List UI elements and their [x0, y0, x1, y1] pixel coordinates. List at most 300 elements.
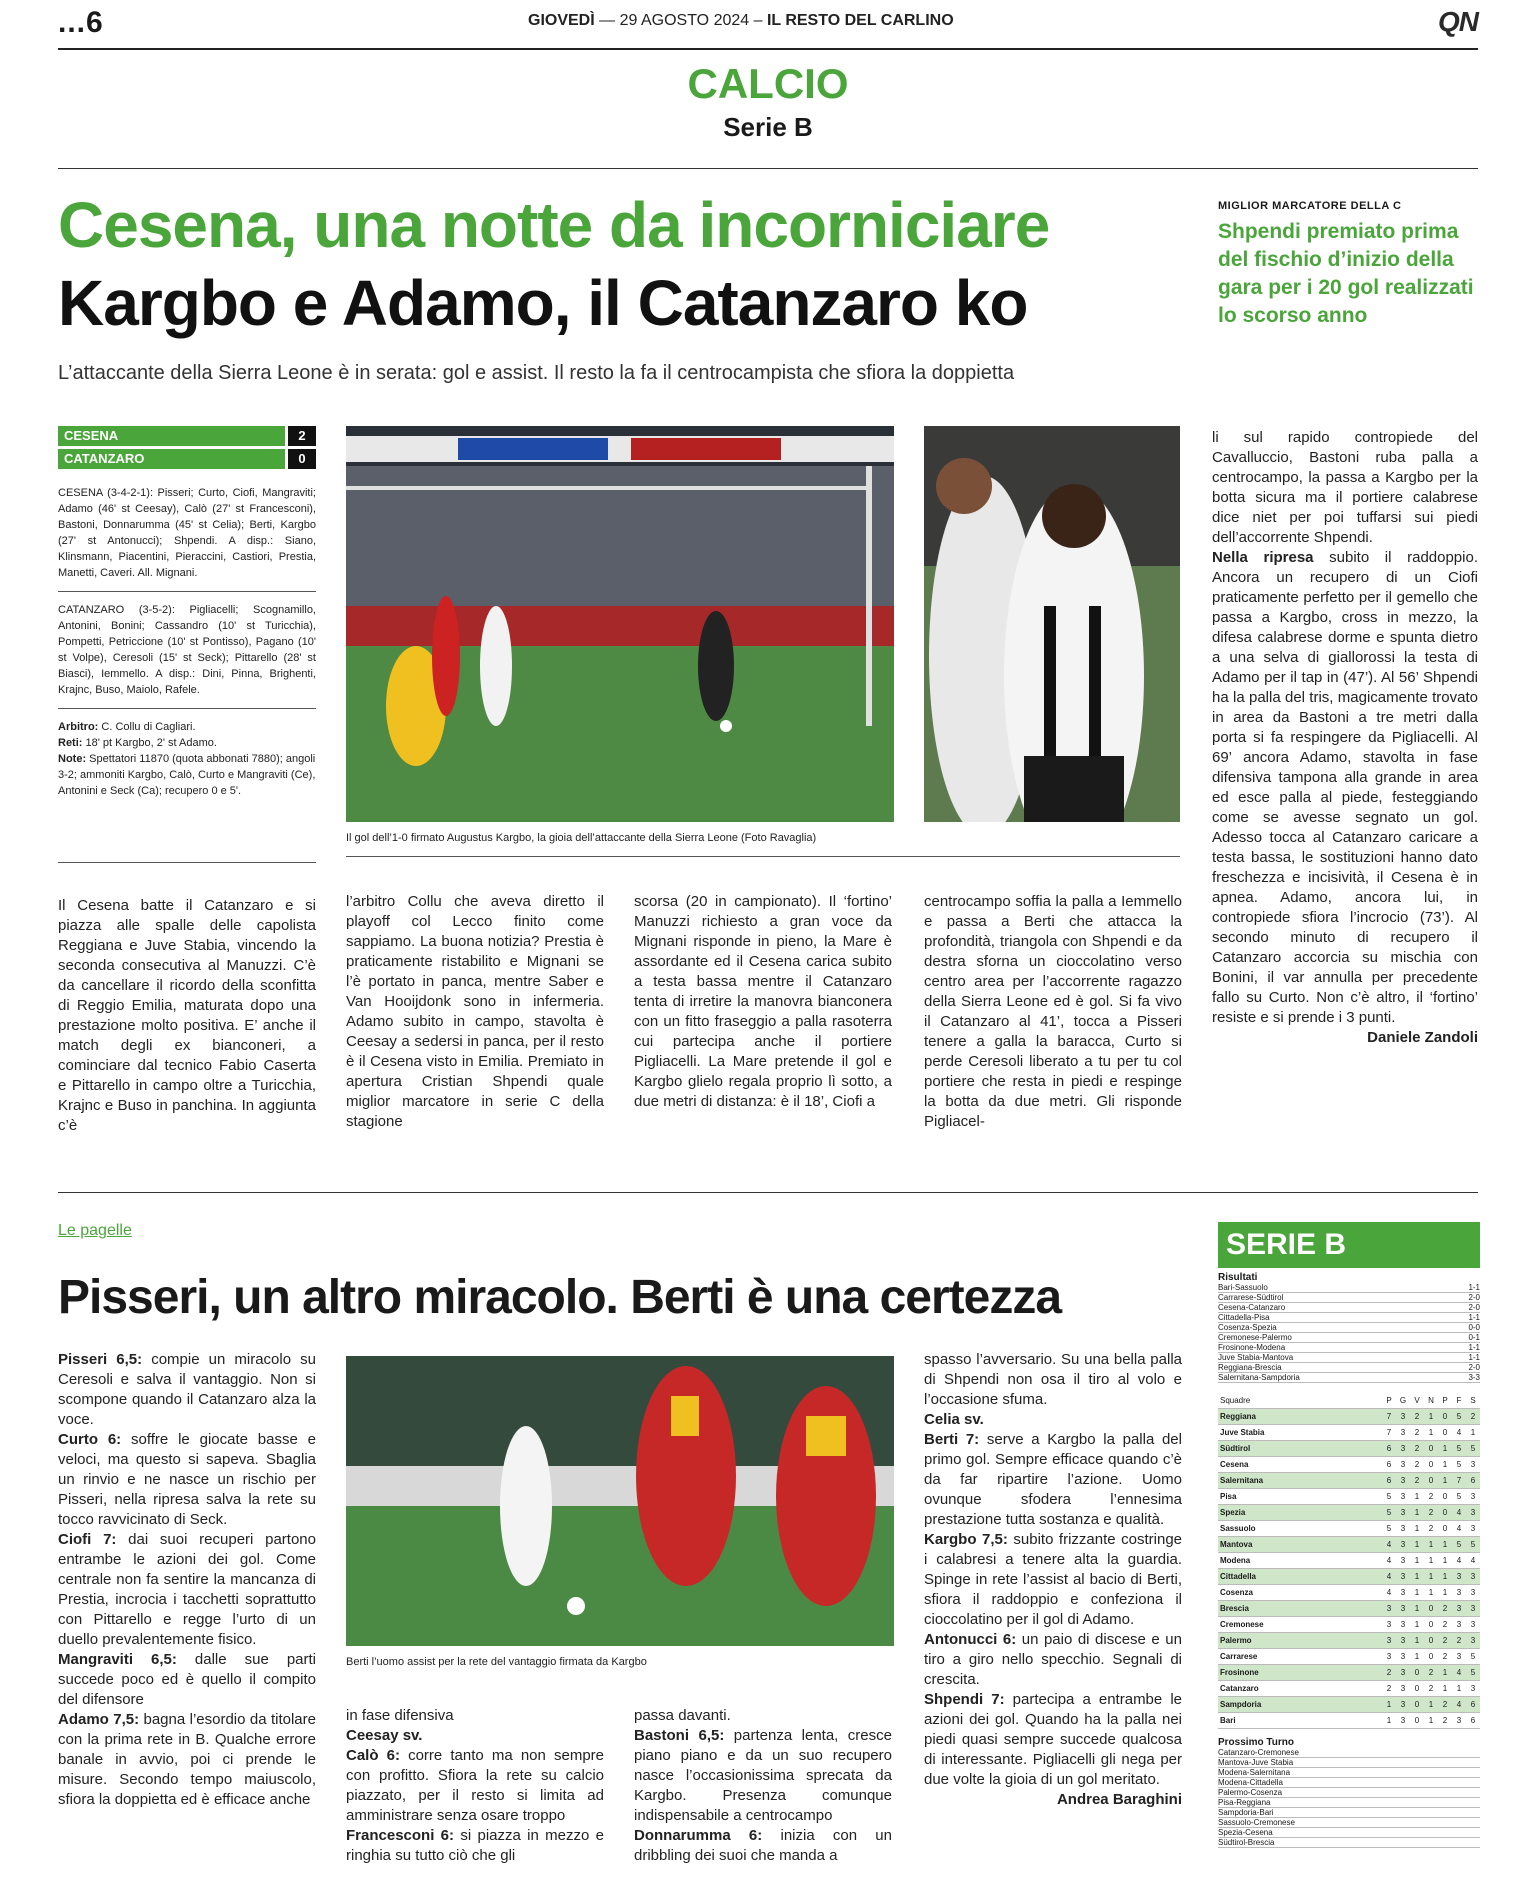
home-goals: 2 — [288, 426, 316, 446]
section-rule — [58, 1192, 1478, 1193]
rating-entry: Mangraviti 6,5: dalle sue parti succede poco ed è quello il compito del difensore — [58, 1651, 316, 1708]
standings-cell: 3 — [1396, 1489, 1410, 1505]
standings-cell: 3 — [1452, 1617, 1466, 1633]
standings-cell: 3 — [1466, 1457, 1480, 1473]
standings-row — [1218, 1569, 1480, 1585]
standings-cell: 1 — [1410, 1585, 1424, 1601]
headline-secondary: Kargbo e Adamo, il Catanzaro ko — [58, 267, 1028, 339]
pagelle-col-1 — [58, 1350, 316, 1810]
divider — [346, 856, 1180, 857]
standings-cell: 6 — [1466, 1697, 1480, 1713]
standings-team: Brescia — [1218, 1601, 1382, 1617]
standings-cell: 3 — [1396, 1713, 1410, 1729]
away-goals: 0 — [288, 449, 316, 469]
standings-cell: 3 — [1466, 1585, 1480, 1601]
standings-cell: 1 — [1410, 1521, 1424, 1537]
headline-primary: Cesena, una notte da incorniciare — [58, 189, 1050, 261]
pagelle-col-2 — [346, 1706, 604, 1866]
rating-entry: Celia sv. — [924, 1411, 984, 1428]
standings-cell: 2 — [1452, 1633, 1466, 1649]
standings-cell: 1 — [1424, 1425, 1438, 1441]
referee-line: Arbitro: C. Collu di Cagliari. — [58, 721, 196, 733]
next-match: Sampdoria-Bari — [1218, 1808, 1480, 1818]
section-title: CALCIO — [687, 60, 849, 107]
standings-cell: 3 — [1396, 1633, 1410, 1649]
result-match: Frosinone-Modena — [1218, 1343, 1286, 1352]
standings-row — [1218, 1553, 1480, 1569]
pagelle-col-3 — [634, 1706, 892, 1866]
standings-cell: 7 — [1452, 1473, 1466, 1489]
standings-row — [1218, 1601, 1480, 1617]
result-row — [1218, 1353, 1480, 1363]
dateline: GIOVEDÌ — 29 AGOSTO 2024 – IL RESTO DEL CARLINO — [528, 12, 954, 29]
rating-entry: Francesconi 6: si piazza in mezzo e ringhia su tutto ciò che gli — [346, 1827, 605, 1864]
standings-cell: 1 — [1424, 1409, 1438, 1425]
paper-name: IL RESTO DEL CARLINO — [766, 12, 954, 29]
standings-cell: 2 — [1410, 1457, 1424, 1473]
standings-cell: 4 — [1452, 1425, 1466, 1441]
standings-cell: 0 — [1438, 1425, 1452, 1441]
standings-cell: 2 — [1466, 1409, 1480, 1425]
standings-cell: 3 — [1452, 1569, 1466, 1585]
article-col-1: Il Cesena batte il Catanzaro e si piazza alle spalle delle capolista Reggiana e Juve Stabia, vincendo la seconda consecutiva al Manuzzi. C’è da cancellare il ricordo della sconfitta di Reggio Emilia, maturata dopo una prestazione molto positiva. E’ anche il match degli ex bianconeri, a cominciare dal tecnico Fabio Caserta e Pittarello in campo oltre a Turicchia, Krajnc e Buso in panchina. In aggiunta c’è — [58, 897, 316, 1134]
next-match: Sassuolo-Cremonese — [1218, 1818, 1480, 1828]
standings-cell: 3 — [1396, 1697, 1410, 1713]
standings-cell: 1 — [1410, 1553, 1424, 1569]
serie-b-title: SERIE B — [1218, 1222, 1480, 1268]
article-col-2: l’arbitro Collu che aveva diretto il playoff col Lecco finito come sappiamo. La buona notizia? Prestia è praticamente ristabilito e Mignani se l’è portato in panca, mentre Saber e Van Hooijdonk sono in infermeria. Adamo subito in campo, stavolta è Ceesay a sedersi in panca, per il resto è il Cesena visto in Emilia. Premiato in apertura Cristian Shpendi quale miglior marcatore in serie C della stagione — [346, 893, 604, 1130]
standings-cell: 5 — [1382, 1521, 1396, 1537]
standings-cell: 3 — [1396, 1441, 1410, 1457]
standings-cell: 0 — [1438, 1521, 1452, 1537]
standings-cell: 2 — [1438, 1649, 1452, 1665]
divider — [58, 708, 316, 709]
pagelle-photo-caption: Berti l’uomo assist per la rete del vantaggio firmata da Kargbo — [346, 1656, 647, 1668]
article-author: Daniele Zandoli — [1367, 1029, 1478, 1046]
standings-cell: 3 — [1396, 1505, 1410, 1521]
standings-col-header: P — [1382, 1393, 1396, 1409]
standings-cell: 1 — [1438, 1553, 1452, 1569]
standings-row — [1218, 1617, 1480, 1633]
standings-cell: 1 — [1452, 1681, 1466, 1697]
standings-cell: 1 — [1382, 1713, 1396, 1729]
standings-row — [1218, 1585, 1480, 1601]
standings-team: Frosinone — [1218, 1665, 1382, 1681]
section-rule — [58, 168, 1478, 169]
standings-team: Juve Stabia — [1218, 1425, 1382, 1441]
results-table — [1218, 1283, 1480, 1383]
standings-cell: 3 — [1382, 1601, 1396, 1617]
results-label: Risultati — [1218, 1272, 1258, 1283]
standings-cell: 3 — [1396, 1681, 1410, 1697]
standings-cell: 7 — [1382, 1425, 1396, 1441]
rating-entry: in fase difensiva — [346, 1707, 454, 1724]
standings-team: Sampdoria — [1218, 1697, 1382, 1713]
standings-cell: 1 — [1438, 1441, 1452, 1457]
next-match: Pisa-Reggiana — [1218, 1798, 1480, 1808]
standings-cell: 1 — [1438, 1457, 1452, 1473]
standings-cell: 3 — [1466, 1521, 1480, 1537]
standings-row — [1218, 1425, 1480, 1441]
lineup-cesena: CESENA (3-4-2-1): Pisseri; Curto, Ciofi, Mangraviti; Adamo (46' st Ceesay), Calò (27' st Francesconi), Bastoni, Donnarumma (45' st Celia); Berti, Kargbo (27' st Antonucci); Shpendi. A disp.: Siano, Klinsmann, Piacentini, Pieraccini, Castiori, Prestia, Manetti, Caveri. All. Mignani. — [58, 487, 316, 579]
standings-cell: 1 — [1410, 1633, 1424, 1649]
standings-cell: 1 — [1424, 1713, 1438, 1729]
standings-cell: 2 — [1410, 1425, 1424, 1441]
away-team: CATANZARO — [58, 449, 285, 469]
standings-cell: 4 — [1382, 1585, 1396, 1601]
qn-logo: QN — [1438, 6, 1478, 37]
result-match: Reggiana-Brescia — [1218, 1363, 1282, 1372]
standings-col-header: G — [1396, 1393, 1410, 1409]
page-header — [58, 6, 1478, 50]
result-score: 0-1 — [1468, 1333, 1480, 1342]
result-row — [1218, 1343, 1480, 1353]
rating-entry: Shpendi 7: partecipa a entrambe le azioni dei gol. Quando ha la palla nei piedi quasi sempre succede qualcosa di interessante. Pigliacelli gli nega per due volte la gioia di un gol meritato. — [924, 1691, 1182, 1788]
standings-cell: 1 — [1410, 1489, 1424, 1505]
result-match: Salernitana-Sampdoria — [1218, 1373, 1300, 1382]
standings-cell: 3 — [1382, 1649, 1396, 1665]
standings-cell: 0 — [1438, 1409, 1452, 1425]
standings-cell: 1 — [1438, 1681, 1452, 1697]
result-row — [1218, 1363, 1480, 1373]
result-row — [1218, 1333, 1480, 1343]
standings-cell: 5 — [1452, 1537, 1466, 1553]
standings-cell: 3 — [1396, 1649, 1410, 1665]
standings-cell: 5 — [1382, 1505, 1396, 1521]
result-match: Cremonese-Palermo — [1218, 1333, 1292, 1342]
officials — [58, 719, 316, 799]
result-score: 2-0 — [1468, 1363, 1480, 1372]
standings-col-header: P — [1438, 1393, 1452, 1409]
standings-cell: 1 — [1424, 1553, 1438, 1569]
serie-b-box — [1218, 1222, 1480, 1848]
berti-photo — [346, 1356, 894, 1646]
standings-cell: 5 — [1466, 1537, 1480, 1553]
standings-cell: 1 — [1424, 1569, 1438, 1585]
next-match: Südtirol-Brescia — [1218, 1838, 1480, 1848]
sidebar-text: Shpendi premiato prima del fischio d’inizio della gara per i 20 gol realizzati lo scorso anno — [1218, 220, 1474, 327]
standings-col-header: F — [1452, 1393, 1466, 1409]
standings-cell: 3 — [1396, 1617, 1410, 1633]
standings-cell: 2 — [1438, 1713, 1452, 1729]
standings-cell: 0 — [1424, 1617, 1438, 1633]
result-row — [1218, 1373, 1480, 1383]
standings-cell: 0 — [1424, 1633, 1438, 1649]
standings-cell: 3 — [1396, 1457, 1410, 1473]
pagelle-kicker: Le pagelle — [58, 1222, 132, 1239]
standings-team: Catanzaro — [1218, 1681, 1382, 1697]
standings-team: Cesena — [1218, 1457, 1382, 1473]
col5-lead: Nella ripresa — [1212, 549, 1314, 566]
article-col-3: scorsa (20 in campionato). Il ‘fortino’ Manuzzi richiesto a gran voce da Mignani risponde in pieno, la Mare è assordante ed il Cesena carica subito a testa bassa mentre il Catanzaro tenta di irretire la manovra bianconera con un fitto fraseggio a palla rasoterra cui partecipa anche il portiere Pigliacelli. La Mare pretende il gol e Kargbo glielo regala proprio lì sotto, a due metri di distanza: è il 18’, Ciofi a — [634, 893, 892, 1110]
standings-row — [1218, 1505, 1480, 1521]
standings-cell: 6 — [1466, 1473, 1480, 1489]
standings-cell: 3 — [1396, 1601, 1410, 1617]
standings-row — [1218, 1713, 1480, 1729]
lineup-catanzaro: CATANZARO (3-5-2): Pigliacelli; Scognamillo, Antonini, Bonini; Cassandro (10' st Turicchia), Pompetti, Petriccione (10' st Pontisso), Pagano (10' st Volpe), Ceresoli (15' st Seck); Pittarello (28' st Biasci), Iemmello. A disp.: Dini, Pinna, Brighenti, Krajnc, Buso, Maiolo, Rafele. — [58, 604, 316, 696]
standings-cell: 0 — [1424, 1441, 1438, 1457]
rating-entry: passa davanti. — [634, 1707, 731, 1724]
standings-cell: 3 — [1466, 1681, 1480, 1697]
next-match: Mantova-Juve Stabia — [1218, 1758, 1480, 1768]
standings-cell: 6 — [1382, 1441, 1396, 1457]
article-col-5 — [1212, 428, 1478, 1048]
standings-cell: 3 — [1382, 1617, 1396, 1633]
standings-team-header: Squadre — [1218, 1393, 1382, 1409]
rating-entry: Calò 6: corre tanto ma non sempre con profitto. Sfiora la rete su calcio piazzato, per il resto si limita ad amministrare senza osare troppo — [346, 1747, 604, 1824]
score-row — [58, 449, 316, 469]
standings-cell: 6 — [1382, 1473, 1396, 1489]
result-row — [1218, 1323, 1480, 1333]
standings-row — [1218, 1697, 1480, 1713]
standings-row — [1218, 1441, 1480, 1457]
standings-cell: 3 — [1382, 1633, 1396, 1649]
article-col-4: centrocampo soffia la palla a Iemmello e passa a Berti che attacca la profondità, triangola con Shpendi e da destra sforna un cioccolatino verso centro area per l’accorrente ragazzo della Sierra Leone ed è gol. Si fa vivo il Catanzaro al 41’, tocca a Pisseri tenere a galla la baracca, Curto si perde Ceresoli liberato a tu per tu col portiere che resta in piedi e respinge la botta da due metri. Gli risponde Pigliacel- — [924, 893, 1182, 1130]
standings-cell: 2 — [1438, 1601, 1452, 1617]
standings-cell: 1 — [1410, 1537, 1424, 1553]
standings-cell: 1 — [1410, 1505, 1424, 1521]
standings-cell: 1 — [1410, 1649, 1424, 1665]
standings-cell: 0 — [1410, 1713, 1424, 1729]
score-row — [58, 426, 316, 446]
standings-cell: 1 — [1410, 1569, 1424, 1585]
standings-cell: 5 — [1452, 1457, 1466, 1473]
standings-cell: 5 — [1452, 1409, 1466, 1425]
standings-cell: 3 — [1466, 1489, 1480, 1505]
page-number: ...6 — [58, 6, 104, 39]
standings-cell: 5 — [1466, 1665, 1480, 1681]
standings-cell: 4 — [1452, 1697, 1466, 1713]
standings-team: Salernitana — [1218, 1473, 1382, 1489]
standings-cell: 3 — [1396, 1409, 1410, 1425]
standings-cell: 2 — [1438, 1617, 1452, 1633]
result-score: 1-1 — [1468, 1283, 1480, 1292]
result-row — [1218, 1283, 1480, 1293]
standings-cell: 3 — [1466, 1617, 1480, 1633]
standings-cell: 6 — [1382, 1457, 1396, 1473]
standings-cell: 1 — [1438, 1537, 1452, 1553]
standings-header — [1218, 1393, 1480, 1409]
standings-cell: 2 — [1410, 1473, 1424, 1489]
standings-row — [1218, 1681, 1480, 1697]
sidebar-box — [1218, 200, 1480, 330]
rating-entry: Donnarumma 6: inizia con un dribbling dei suoi che manda a — [634, 1827, 892, 1864]
standings-cell: 0 — [1424, 1473, 1438, 1489]
rating-entry: Curto 6: soffre le giocate basse e veloci, ma questo si sapeva. Sbaglia un rinvio e ne nasce un rischio per Pisseri, nella ripresa salva la rete su tocco ravvicinato di Seck. — [58, 1431, 317, 1528]
standings-cell: 2 — [1382, 1665, 1396, 1681]
standings-cell: 5 — [1466, 1649, 1480, 1665]
standings-team: Cremonese — [1218, 1617, 1382, 1633]
notes-line: Note: Spettatori 11870 (quota abbonati 7880); angoli 3-2; ammoniti Kargbo, Calò, Curto e Mangraviti (Ce), Antonini e Seck (Ca); recupero 0 e 5'. — [58, 753, 316, 797]
next-match: Palermo-Cosenza — [1218, 1788, 1480, 1798]
standings-cell: 3 — [1466, 1505, 1480, 1521]
standings-cell: 0 — [1410, 1697, 1424, 1713]
standings-cell: 4 — [1452, 1505, 1466, 1521]
standings-row — [1218, 1649, 1480, 1665]
standings-cell: 1 — [1410, 1601, 1424, 1617]
result-score: 2-0 — [1468, 1293, 1480, 1302]
result-match: Juve Stabia-Mantova — [1218, 1353, 1294, 1362]
next-match: Modena-Cittadella — [1218, 1778, 1480, 1788]
rating-entry: Berti 7: serve a Kargbo la palla del primo gol. Sempre efficace quando c’è da far ripartire l’azione. Uomo ovunque sfodera l’ennesima prestazione tutta sostanza e qualità. — [924, 1431, 1182, 1528]
standings-cell: 3 — [1452, 1713, 1466, 1729]
standings-cell: 2 — [1410, 1441, 1424, 1457]
standings-table — [1218, 1393, 1480, 1729]
next-round-list — [1218, 1748, 1480, 1848]
standings-cell: 0 — [1410, 1681, 1424, 1697]
standings-team: Spezia — [1218, 1505, 1382, 1521]
standings-cell: 3 — [1466, 1601, 1480, 1617]
pagelle-col-4 — [924, 1350, 1182, 1810]
next-match: Catanzaro-Cremonese — [1218, 1748, 1480, 1758]
divider — [58, 862, 316, 863]
standings-cell: 4 — [1452, 1553, 1466, 1569]
result-row — [1218, 1303, 1480, 1313]
standings-cell: 2 — [1382, 1681, 1396, 1697]
standings-cell: 1 — [1466, 1425, 1480, 1441]
standings-cell: 4 — [1382, 1553, 1396, 1569]
standings-cell: 3 — [1396, 1569, 1410, 1585]
standings-col-header: S — [1466, 1393, 1480, 1409]
goal-photo — [346, 426, 894, 822]
standings-cell: 3 — [1396, 1553, 1410, 1569]
standings-col-header: V — [1410, 1393, 1424, 1409]
standings-cell: 2 — [1424, 1489, 1438, 1505]
standings-cell: 2 — [1424, 1665, 1438, 1681]
standings-cell: 2 — [1424, 1521, 1438, 1537]
standings-cell: 0 — [1438, 1505, 1452, 1521]
standings-cell: 1 — [1382, 1697, 1396, 1713]
result-match: Bari-Sassuolo — [1218, 1283, 1268, 1292]
home-team: CESENA — [58, 426, 285, 446]
result-score: 1-1 — [1468, 1313, 1480, 1322]
date: 29 AGOSTO 2024 — [619, 12, 750, 29]
standings-team: Sassuolo — [1218, 1521, 1382, 1537]
result-score: 0-0 — [1468, 1323, 1480, 1332]
standings-row — [1218, 1409, 1480, 1425]
next-match: Spezia-Cesena — [1218, 1828, 1480, 1838]
standings-cell: 0 — [1424, 1649, 1438, 1665]
rating-entry: Kargbo 7,5: subito frizzante costringe i calabresi a tenere alta la guardia. Spinge in rete l’assist al bacio di Berti, sfiora il raddoppio e confeziona il cioccolatino per il gol di Adamo. — [924, 1531, 1183, 1628]
standings-col-header: N — [1424, 1393, 1438, 1409]
celebration-photo — [924, 426, 1180, 822]
standings-cell: 1 — [1410, 1617, 1424, 1633]
result-match: Cesena-Catanzaro — [1218, 1303, 1286, 1312]
result-score: 1-1 — [1468, 1353, 1480, 1362]
result-score: 1-1 — [1468, 1343, 1480, 1352]
standings-team: Modena — [1218, 1553, 1382, 1569]
result-match: Cittadella-Pisa — [1218, 1313, 1270, 1322]
standings-cell: 3 — [1396, 1665, 1410, 1681]
standings-cell: 3 — [1396, 1521, 1410, 1537]
standings-cell: 5 — [1452, 1441, 1466, 1457]
goals-line: Reti: 18' pt Kargbo, 2' st Adamo. — [58, 737, 217, 749]
standings-cell: 0 — [1438, 1489, 1452, 1505]
standings-cell: 4 — [1382, 1569, 1396, 1585]
standings-team: Cittadella — [1218, 1569, 1382, 1585]
standings-cell: 1 — [1438, 1569, 1452, 1585]
rating-entry: Antonucci 6: un paio di discese e un tiro a giro nello specchio. Segnali di crescita. — [924, 1631, 1182, 1688]
standings-cell: 5 — [1466, 1441, 1480, 1457]
standings-cell: 5 — [1452, 1489, 1466, 1505]
standings-cell: 1 — [1438, 1585, 1452, 1601]
standings-cell: 1 — [1424, 1585, 1438, 1601]
result-match: Cosenza-Spezia — [1218, 1323, 1277, 1332]
standings-cell: 3 — [1396, 1585, 1410, 1601]
standings-team: Bari — [1218, 1713, 1382, 1729]
rating-entry: Ciofi 7: dai suoi recuperi partono entrambe le azioni dei gol. Come centrale non fa sentire la mancanza di Prestia, incrocia i tacchetti soprattutto con Pittarello e regge l’urto di un duello prevalentemente fisico. — [58, 1531, 316, 1648]
rating-entry: Ceesay sv. — [346, 1727, 423, 1744]
standings-cell: 1 — [1424, 1697, 1438, 1713]
standings-cell: 2 — [1424, 1681, 1438, 1697]
standings-team: Reggiana — [1218, 1409, 1382, 1425]
standings-cell: 4 — [1382, 1537, 1396, 1553]
result-score: 2-0 — [1468, 1303, 1480, 1312]
section-subtitle: Serie B — [723, 112, 813, 142]
col5-text-b: subito il raddoppio. Ancora un recupero di un Ciofi praticamente perfetto per il gemello che passa a Kargbo, cross in mezzo, la difesa calabrese dorme e spunta dietro a una selva di giallorossi la testa di Adamo per il tap in (47’). Al 56’ Shpendi ha la palla del tris, magicamente trovato in area da Bastoni a tre metri dalla porta si fa respingere da Pigliacelli. Al 69’ ancora Adamo, stavolta in fase difensiva tampona alla grande in area ed esce palla al piede, festeggiando come se avesse segnato un gol. Adesso tocca al Catanzaro caricare a testa bassa, le sostituzioni hanno dato freschezza e incisività, il Cesena è in apnea. Adamo, ancora lui, in contropiede sfiora l’incrocio (73’). Al secondo minuto di recupero il Catanzaro accorcia su mischia con Bonini, il var annulla per precedente fallo su Curto. Non c’è altro, il ‘fortino’ resiste e si prende i 3 punti. — [1212, 549, 1478, 1026]
day: GIOVEDÌ — [528, 12, 595, 29]
standings-cell: 3 — [1452, 1601, 1466, 1617]
divider — [58, 591, 316, 592]
standings-cell: 3 — [1396, 1537, 1410, 1553]
rating-entry: Adamo 7,5: bagna l’esordio da titolare con la prima rete in B. Qualche errore banale in avvio, poi ci prende le misure. Secondo tempo maiuscolo, sfiora la doppietta ed è efficace anche — [58, 1711, 316, 1808]
standings-cell: 7 — [1382, 1409, 1396, 1425]
standings-row — [1218, 1489, 1480, 1505]
result-row — [1218, 1313, 1480, 1323]
photo-caption: Il gol dell’1-0 firmato Augustus Kargbo, la gioia dell’attaccante della Sierra Leone (Foto Ravaglia) — [346, 832, 817, 844]
standings-team: Mantova — [1218, 1537, 1382, 1553]
standfirst: L’attaccante della Sierra Leone è in serata: gol e assist. Il resto la fa il centrocampista che sfiora la doppietta — [58, 362, 1015, 384]
pagelle-author: Andrea Baraghini — [1056, 1791, 1182, 1808]
standings-cell: 4 — [1452, 1521, 1466, 1537]
result-score: 3-3 — [1468, 1373, 1480, 1382]
standings-cell: 3 — [1466, 1569, 1480, 1585]
standings-cell: 4 — [1452, 1665, 1466, 1681]
standings-cell: 3 — [1452, 1585, 1466, 1601]
standings-row — [1218, 1665, 1480, 1681]
rating-entry: Pisseri 6,5: compie un miracolo su Ceresoli e salva il vantaggio. Non si scompone quando il Catanzaro alza la voce. — [58, 1351, 316, 1428]
standings-cell: 0 — [1424, 1601, 1438, 1617]
standings-team: Palermo — [1218, 1633, 1382, 1649]
standings-cell: 4 — [1466, 1553, 1480, 1569]
standings-row — [1218, 1457, 1480, 1473]
standings-cell: 1 — [1438, 1665, 1452, 1681]
standings-cell: 1 — [1424, 1537, 1438, 1553]
next-round-label: Prossimo Turno — [1218, 1737, 1294, 1748]
standings-row — [1218, 1473, 1480, 1489]
scoreboard — [58, 426, 316, 799]
result-match: Carrarese-Südtirol — [1218, 1293, 1284, 1302]
standings-cell: 0 — [1410, 1665, 1424, 1681]
standings-team: Südtirol — [1218, 1441, 1382, 1457]
standings-cell: 2 — [1410, 1409, 1424, 1425]
rating-entry: spasso l’avversario. Su una bella palla di Shpendi non osa il tiro al volo e l’occasione sfuma. — [924, 1351, 1182, 1408]
col5-text-a: li sul rapido contropiede del Cavalluccio, Bastoni ruba palla a centrocampo, la passa a Kargbo per la botta sicura ma il portiere calabrese dice niet per poi tuffarsi sui piedi dell’accorrente Shpendi. — [1212, 429, 1478, 546]
pagelle-headline: Pisseri, un altro miracolo. Berti è una certezza — [58, 1271, 1062, 1324]
standings-team: Pisa — [1218, 1489, 1382, 1505]
standings-row — [1218, 1521, 1480, 1537]
standings-cell: 1 — [1438, 1473, 1452, 1489]
standings-cell: 3 — [1452, 1649, 1466, 1665]
result-row — [1218, 1293, 1480, 1303]
standings-cell: 6 — [1466, 1713, 1480, 1729]
standings-cell: 2 — [1424, 1505, 1438, 1521]
standings-team: Cosenza — [1218, 1585, 1382, 1601]
sidebar-label: MIGLIOR MARCATORE DELLA C — [1218, 200, 1402, 212]
standings-cell: 0 — [1424, 1457, 1438, 1473]
standings-team: Carrarese — [1218, 1649, 1382, 1665]
standings-row — [1218, 1537, 1480, 1553]
